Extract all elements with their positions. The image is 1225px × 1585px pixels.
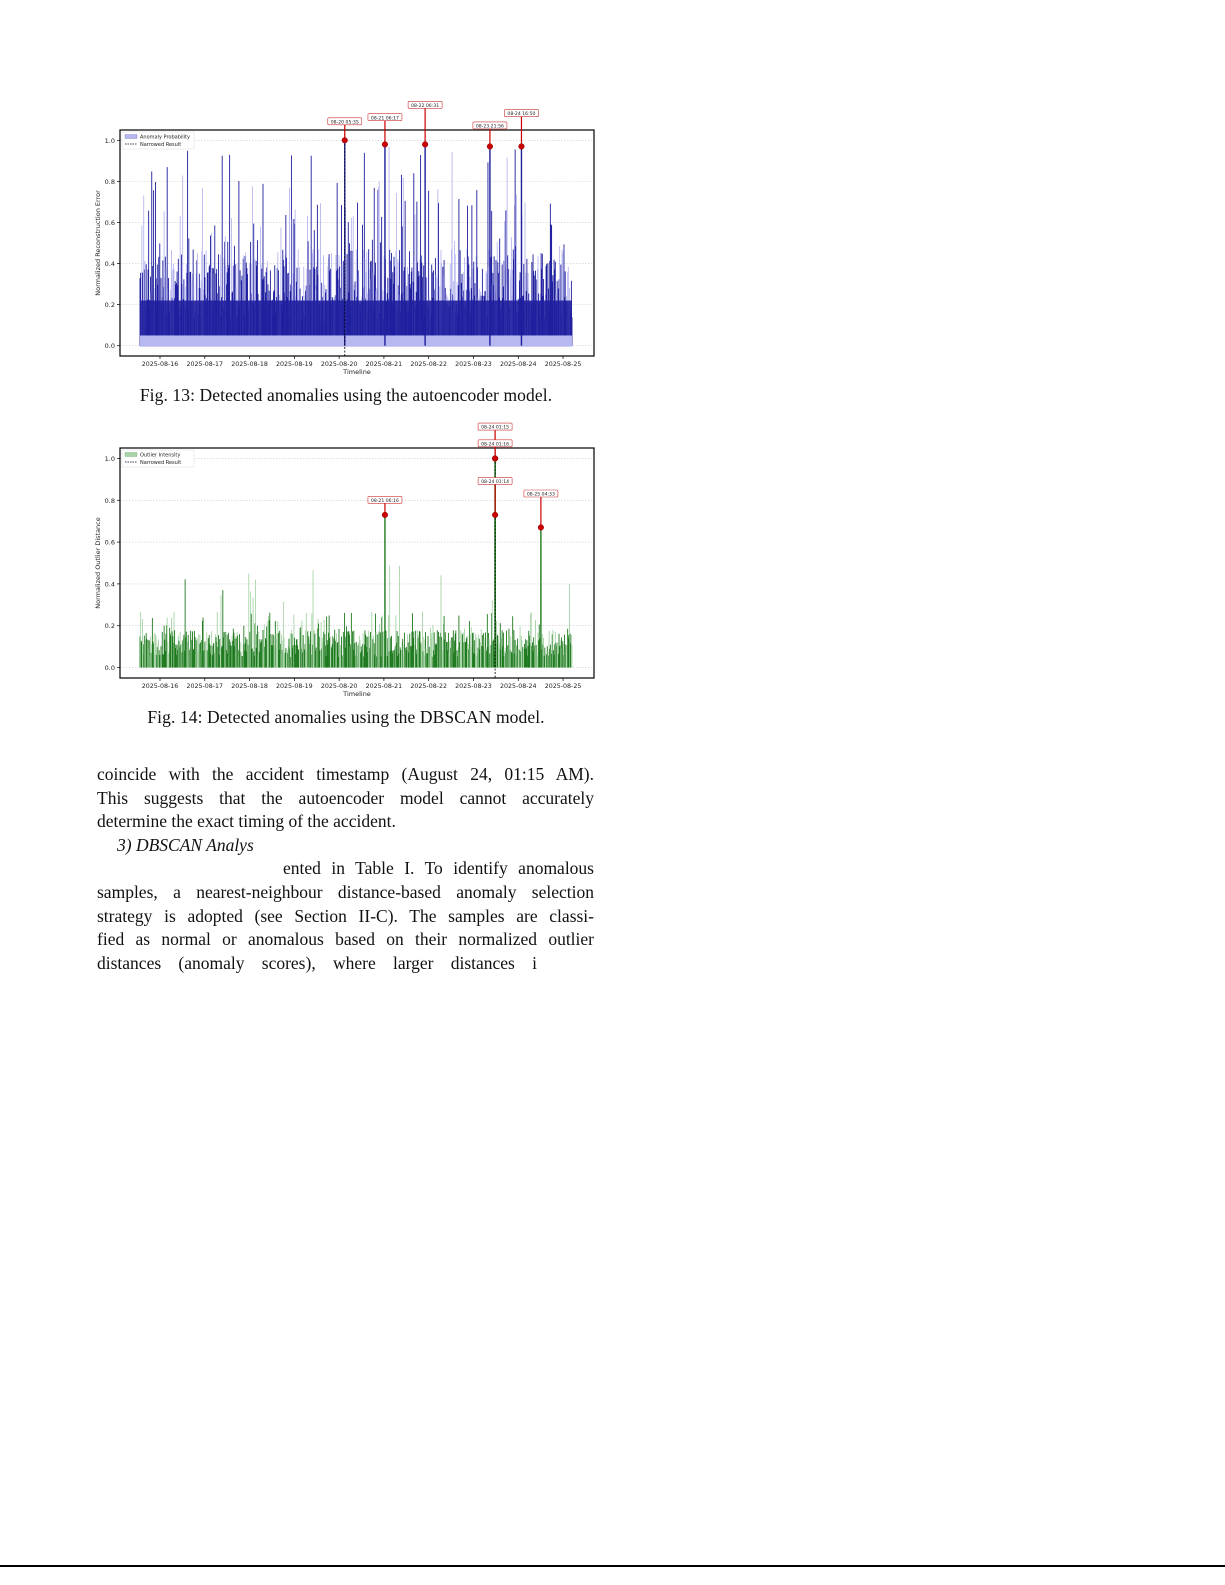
section-subheading: 3) DBSCAN Analys	[117, 834, 254, 855]
body-line: fied as normal or anomalous based on their normalized outlier	[97, 929, 594, 950]
svg-text:08-25 04:33: 08-25 04:33	[526, 492, 555, 498]
body-line: ented in Table I. To identify anomalous	[283, 858, 594, 879]
bar-series	[140, 566, 572, 668]
svg-text:2025-08-25: 2025-08-25	[544, 361, 582, 368]
svg-text:2025-08-16: 2025-08-16	[141, 683, 179, 690]
svg-text:Timeline: Timeline	[343, 368, 371, 376]
svg-text:08-24 01:14: 08-24 01:14	[481, 480, 510, 486]
svg-text:2025-08-25: 2025-08-25	[544, 683, 582, 690]
svg-text:1.0: 1.0	[104, 454, 115, 463]
svg-text:0.8: 0.8	[104, 496, 115, 505]
svg-text:2025-08-17: 2025-08-17	[186, 361, 224, 368]
body-line: strategy is adopted (see Section II-C). The samples are classi-	[97, 905, 594, 926]
figure-14-dbscan	[90, 418, 602, 703]
dbscan-anomaly-chart	[90, 418, 602, 703]
figure-13-autoencoder	[90, 95, 602, 380]
body-text	[97, 763, 594, 975]
svg-text:2025-08-22: 2025-08-22	[410, 683, 448, 690]
svg-text:08-20 05:35: 08-20 05:35	[330, 120, 359, 126]
body-line: distances (anomaly scores), where larger distances i	[97, 952, 537, 973]
svg-text:2025-08-19: 2025-08-19	[276, 683, 313, 690]
figure-13-caption: Fig. 13: Detected anomalies using the autoencoder model.	[139, 385, 553, 405]
svg-text:2025-08-20: 2025-08-20	[320, 361, 358, 368]
svg-text:08-24 01:15: 08-24 01:15	[481, 425, 510, 431]
svg-text:0.0: 0.0	[104, 664, 115, 673]
svg-text:0.0: 0.0	[104, 342, 115, 351]
svg-text:0.2: 0.2	[104, 301, 115, 310]
svg-text:0.4: 0.4	[104, 260, 115, 269]
page-bottom-rule	[0, 1565, 1225, 1567]
body-line: This suggests that the autoencoder model cannot accurately	[97, 787, 594, 808]
svg-text:Timeline: Timeline	[343, 690, 371, 698]
svg-text:Normalized Outlier Distance: Normalized Outlier Distance	[94, 517, 102, 609]
svg-text:2025-08-24: 2025-08-24	[499, 361, 537, 368]
svg-text:2025-08-20: 2025-08-20	[320, 683, 358, 690]
autoencoder-anomaly-chart	[90, 95, 602, 380]
svg-text:2025-08-18: 2025-08-18	[231, 683, 268, 690]
svg-text:Narrowed Result: Narrowed Result	[140, 460, 182, 466]
svg-text:0.6: 0.6	[104, 538, 115, 547]
svg-text:1.0: 1.0	[104, 136, 115, 145]
chart-legend	[122, 450, 194, 467]
body-line: determine the exact timing of the accident.	[97, 811, 396, 832]
svg-text:2025-08-22: 2025-08-22	[410, 361, 448, 368]
svg-text:2025-08-23: 2025-08-23	[455, 361, 492, 368]
svg-text:0.6: 0.6	[104, 218, 115, 227]
svg-text:08-22 06:31: 08-22 06:31	[411, 103, 440, 109]
svg-text:2025-08-19: 2025-08-19	[276, 361, 313, 368]
svg-text:Normalized Reconstruction Erro: Normalized Reconstruction Error	[94, 190, 102, 296]
body-line: coincide with the accident timestamp (August 24, 01:15 AM).	[97, 764, 594, 784]
svg-text:2025-08-16: 2025-08-16	[141, 361, 179, 368]
bar-series	[140, 147, 572, 347]
svg-text:2025-08-18: 2025-08-18	[231, 361, 268, 368]
svg-text:08-21 06:16: 08-21 06:16	[370, 498, 399, 504]
svg-text:08-24 16:50: 08-24 16:50	[507, 112, 536, 118]
chart-legend	[122, 132, 194, 149]
svg-text:0.2: 0.2	[104, 622, 115, 631]
body-line: samples, a nearest-neighbour distance-based anomaly selection	[97, 881, 594, 902]
svg-text:0.4: 0.4	[104, 580, 115, 589]
figure-14-caption: Fig. 14: Detected anomalies using the DBSCAN model.	[147, 707, 545, 727]
svg-text:Narrowed Result: Narrowed Result	[140, 142, 182, 148]
svg-text:08-21 06:17: 08-21 06:17	[370, 116, 399, 122]
svg-text:2025-08-23: 2025-08-23	[455, 683, 492, 690]
svg-text:2025-08-24: 2025-08-24	[499, 683, 537, 690]
svg-text:2025-08-17: 2025-08-17	[186, 683, 224, 690]
svg-text:08-23 21:56: 08-23 21:56	[475, 124, 504, 130]
svg-text:08-24 01:16: 08-24 01:16	[481, 442, 510, 448]
svg-text:2025-08-21: 2025-08-21	[365, 361, 403, 368]
svg-text:Anomaly Probability: Anomaly Probability	[140, 134, 190, 141]
svg-text:2025-08-21: 2025-08-21	[365, 683, 403, 690]
svg-text:Outlier Intensity: Outlier Intensity	[140, 452, 181, 459]
svg-text:0.8: 0.8	[104, 177, 115, 186]
